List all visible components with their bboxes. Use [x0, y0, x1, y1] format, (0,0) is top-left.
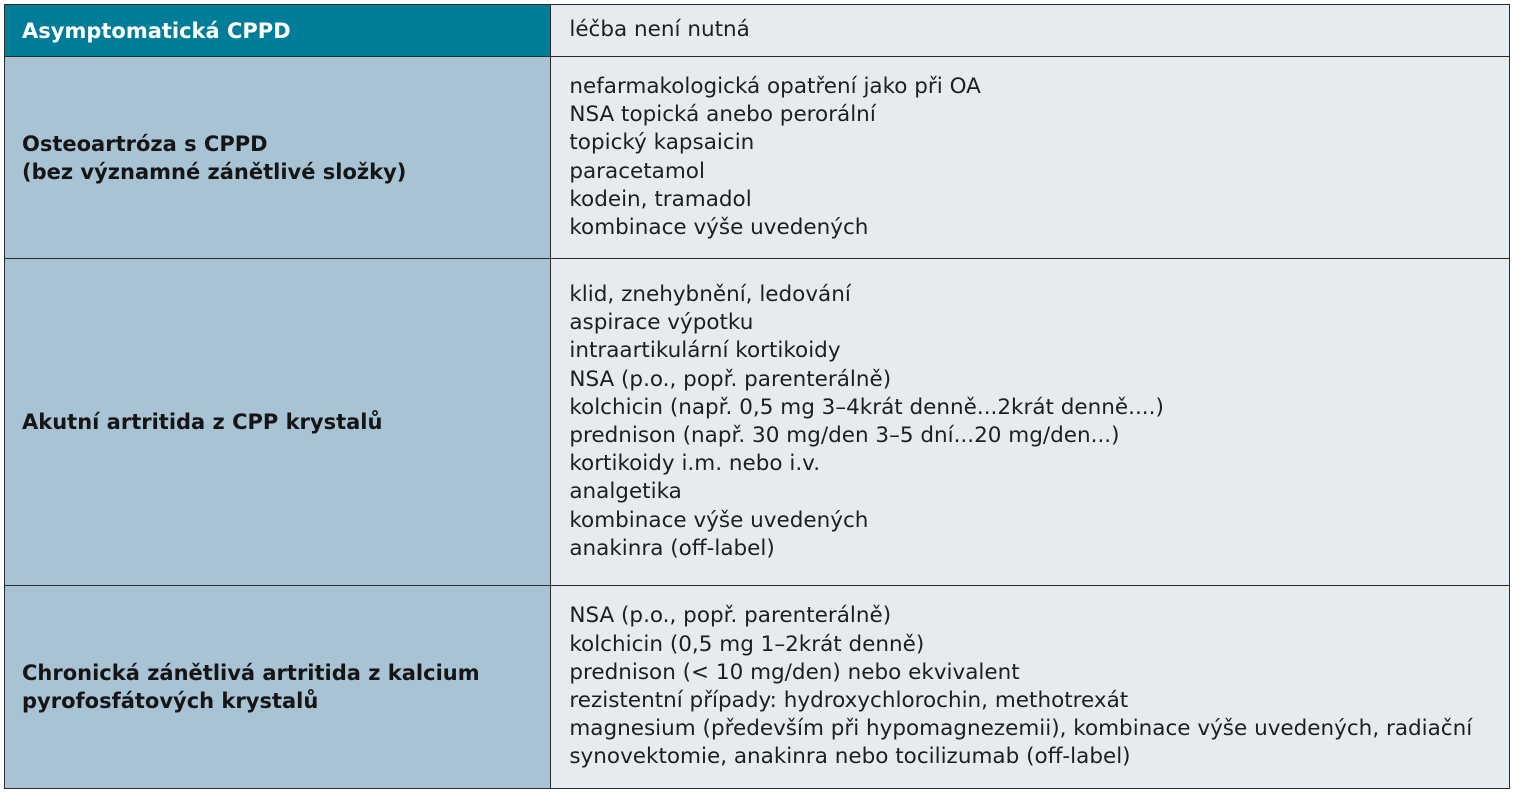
treatment-item: topický kapsaicin	[569, 130, 755, 156]
condition-cell	[5, 57, 551, 259]
condition-label: Akutní artritida z CPP krystalů	[22, 410, 383, 434]
treatment-item: NSA (p.o., popř. parenterálně)	[569, 366, 892, 392]
treatment-item: kortikoidy i.m. nebo i.v.	[569, 451, 821, 477]
treatment-item: synovektomie, anakinra nebo tocilizumab (off-label)	[569, 744, 1131, 770]
treatment-item: aspirace výpotku	[569, 310, 754, 336]
treatment-cell	[551, 57, 1510, 259]
condition-cell	[5, 586, 551, 789]
table-row	[5, 57, 1510, 259]
table-row	[5, 259, 1510, 586]
condition-label: Osteoartróza s CPPD	[22, 131, 268, 156]
treatment-item: anakinra (off-label)	[569, 535, 775, 561]
treatment-item: prednison (< 10 mg/den) nebo ekvivalent	[569, 659, 1020, 685]
condition-cell	[5, 5, 551, 57]
treatment-item: léčba není nutná	[569, 17, 750, 43]
treatment-cell	[551, 586, 1510, 789]
table-row	[5, 586, 1510, 789]
treatment-item: kolchicin (např. 0,5 mg 3–4krát denně...2krát denně....)	[569, 394, 1164, 420]
treatment-item: prednison (např. 30 mg/den 3–5 dní...20 mg/den...)	[569, 423, 1120, 448]
condition-label: Chronická zánětlivá artritida z kalcium	[22, 661, 480, 685]
treatment-cell	[551, 259, 1510, 586]
table-row	[5, 5, 1510, 57]
treatment-item: kombinace výše uvedených	[569, 507, 869, 533]
condition-label: pyrofosfátových krystalů	[22, 689, 319, 713]
treatment-item: analgetika	[569, 479, 682, 505]
treatment-item: NSA (p.o., popř. parenterálně)	[569, 603, 892, 629]
treatment-item: kodein, tramadol	[569, 186, 752, 212]
treatment-item: magnesium (především při hypomagnezemii), kombinace výše uvedených, radiační	[569, 716, 1473, 742]
treatment-cell	[551, 5, 1510, 57]
treatment-item: intraartikulární kortikoidy	[569, 338, 841, 364]
condition-label: (bez významné zánětlivé složky)	[22, 159, 407, 184]
treatment-item: nefarmakologická opatření jako při OA	[569, 73, 981, 99]
treatment-item: rezistentní případy: hydroxychlorochin, methotrexát	[569, 688, 1129, 713]
treatment-item: klid, znehybnění, ledování	[569, 281, 851, 307]
condition-label: Asymptomatická CPPD	[22, 18, 291, 43]
treatment-table	[4, 4, 1510, 789]
treatment-item: kombinace výše uvedených	[569, 214, 869, 240]
condition-cell	[5, 259, 551, 586]
treatment-item: paracetamol	[569, 158, 705, 184]
treatment-item: kolchicin (0,5 mg 1–2krát denně)	[569, 631, 925, 657]
treatment-item: NSA topická anebo perorální	[569, 102, 876, 128]
